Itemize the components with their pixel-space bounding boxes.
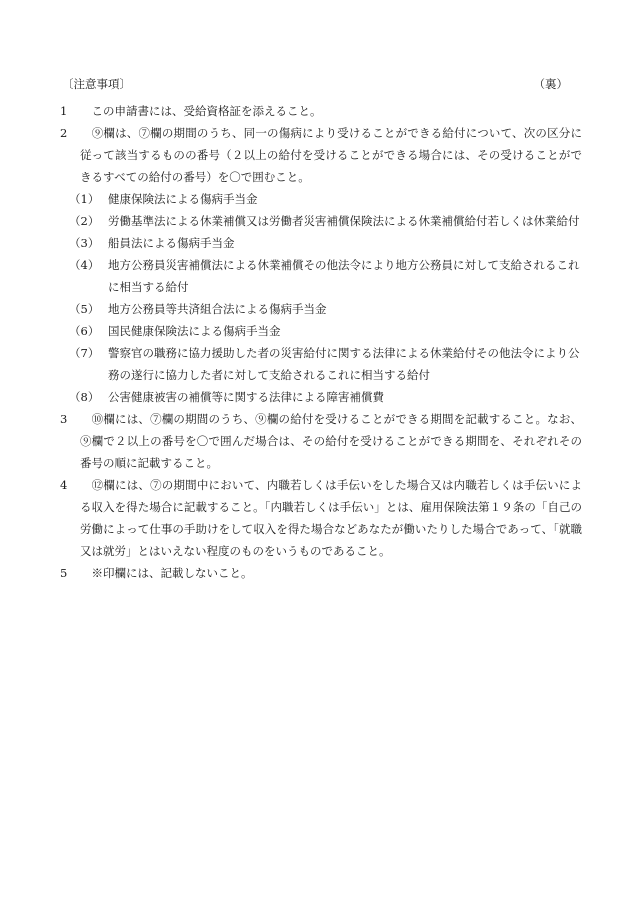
subitem-4 — [60, 254, 582, 298]
note-text: ⑫欄には、⑦の期間中において、内職若しくは手伝いをした場合又は内職若しくは手伝いによる収入を得た場合に記載すること。「内職若しくは手伝い」とは、雇用保険法第１９条の「自己の労働によって仕事の手助けをして収入を得た場合などあなたが働いたりした場合であって、「就職又は就労」とはいえない程度のものをいうものであること。 — [80, 478, 582, 558]
note-number: 1 — [60, 104, 68, 118]
subitem-3 — [60, 232, 582, 254]
subitem-6 — [60, 320, 582, 342]
note-text: この申請書には、受給資格証を添えること。 — [80, 104, 322, 118]
subitem-text: 国民健康保険法による傷病手当金 — [108, 324, 281, 338]
note-item-4 — [60, 474, 582, 562]
note-number: 2 — [60, 126, 68, 140]
subitem-1 — [60, 188, 582, 210]
subitem-text: 地方公務員等共済組合法による傷病手当金 — [108, 302, 327, 316]
subitem-number: （1） — [69, 192, 100, 206]
subitem-number: （6） — [69, 324, 100, 338]
subitem-text: 警察官の職務に協力援助した者の災害給付に関する法律による休業給付その他法令により公務の遂行に協力した者に対して支給されるこれに相当する給付 — [108, 346, 580, 382]
subitem-number: （2） — [69, 214, 100, 228]
note-number: 4 — [60, 478, 68, 492]
subitem-5 — [60, 298, 582, 320]
subitem-number: （5） — [69, 302, 100, 316]
notes-heading: 〔注意事項〕 — [62, 77, 131, 91]
subitem-number: （7） — [69, 346, 100, 360]
note-text: ⑩欄には、⑦欄の期間のうち、⑨欄の給付を受けることができる期間を記載すること。なお、⑨欄で２以上の番号を〇で囲んだ場合は、その給付を受けることができる期間を、それぞれその番号の順に記載すること。 — [80, 412, 582, 470]
note-item-5 — [60, 562, 582, 584]
subitem-number: （3） — [69, 236, 100, 250]
subitem-text: 公害健康被害の補償等に関する法律による障害補償費 — [108, 390, 384, 404]
subitem-number: （8） — [69, 390, 100, 404]
subitem-text: 健康保険法による傷病手当金 — [108, 192, 258, 206]
note-text: ⑨欄は、⑦欄の期間のうち、同一の傷病により受けることができる給付について、次の区分に従って該当するものの番号（２以上の給付を受けることができる場合には、その受けることができるすべての給付の番号）を〇で囲むこと。 — [80, 126, 582, 184]
note-number: 5 — [60, 566, 68, 580]
subitem-2 — [60, 210, 582, 232]
note-item-2 — [60, 122, 582, 188]
subitem-7 — [60, 342, 582, 386]
note-number: 3 — [60, 412, 68, 426]
subitem-number: （4） — [69, 258, 100, 272]
subitem-text: 船員法による傷病手当金 — [108, 236, 235, 250]
note-item-3 — [60, 408, 582, 474]
notes-content — [60, 100, 582, 584]
subitem-text: 地方公務員災害補償法による休業補償その他法令により地方公務員に対して支給されるこれに相当する給付 — [108, 258, 580, 294]
page-header — [62, 76, 568, 96]
note-item-1 — [60, 100, 582, 122]
reverse-side-label: （裏） — [533, 77, 568, 91]
note-text: ※印欄には、記載しないこと。 — [80, 566, 253, 580]
subitem-text: 労働基準法による休業補償又は労働者災害補償保険法による休業補償給付若しくは休業給付 — [108, 214, 580, 228]
subitem-8 — [60, 386, 582, 408]
